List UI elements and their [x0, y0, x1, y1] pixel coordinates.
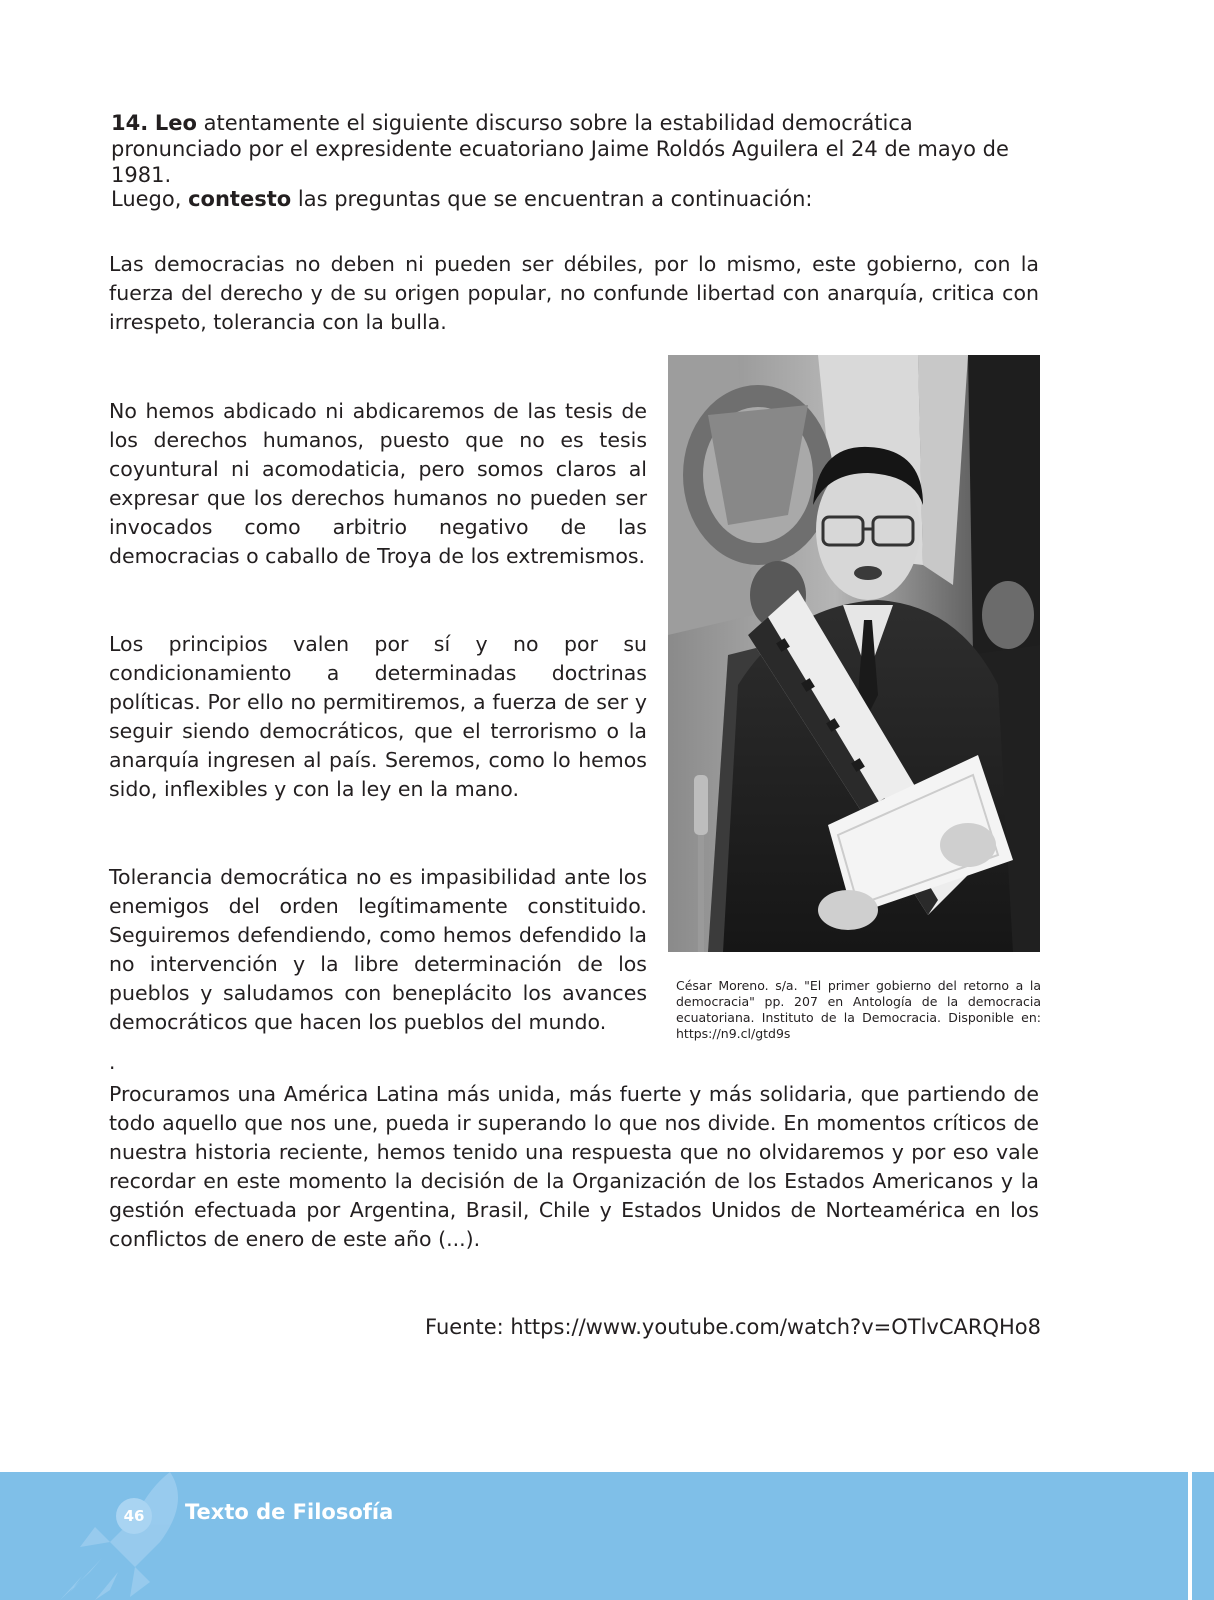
speech-paragraph-1: Las democracias no deben ni pueden ser débiles, por lo mismo, este gobierno, con la fuerza del derecho y de su origen popular, no confunde libertad con anarquía, critica con irrespeto, tolerancia con la bulla. — [109, 252, 1039, 334]
rocket-icon — [40, 1472, 190, 1600]
question-number: 14. — [111, 111, 149, 135]
followup-text: las preguntas que se encuentran a continuación: — [297, 187, 813, 211]
page-number: 46 — [116, 1498, 152, 1534]
question-instruction — [111, 110, 1041, 188]
source-citation: Fuente: https://www.youtube.com/watch?v=OTlvCARQHo8 — [425, 1315, 1041, 1339]
speech-paragraph-5: Procuramos una América Latina más unida, más fuerte y más solidaria, que partiendo de todo aquello que nos une, pueda ir superando lo que nos divide. En momentos críticos de nuestra historia reciente, hemos tenido una respuesta que no olvidaremos y por eso vale recordar en este momento la decisión de la Organización de los Estados Americanos y la gestión efectuada por Argentina, Brasil, Chile y Estados Unidos de Norteamérica en los conflictos de enero de este año (...). — [109, 1082, 1039, 1251]
followup-verb: contesto — [188, 187, 292, 211]
question-verb: Leo — [154, 111, 197, 135]
question-followup — [111, 186, 1041, 212]
speaker-photo — [668, 355, 1040, 952]
speech-paragraph-2: No hemos abdicado ni abdicaremos de las tesis de los derechos humanos, puesto que no es tesis coyuntural ni acomodaticia, pero somos claros al expresar que los derechos humanos no pueden ser invocados como arbitrio negativo de las democracias o caballo de Troya de los extremismos. — [109, 399, 647, 568]
speech-paragraph-4: Tolerancia democrática no es impasibilidad ante los enemigos del orden legítimamente constituido. Seguiremos defendiendo, como hemos defendido la no intervención y la libre determinación de los pueblos y saludamos con beneplácito los avances democráticos que hacen los pueblos del mundo. — [109, 865, 647, 1034]
speech-paragraph-3: Los principios valen por sí y no por su condicionamiento a determinadas doctrinas políticas. Por ello no permitiremos, a fuerza de ser y seguir siendo democráticos, que el terrorismo o la anarquía ingresen al país. Seremos, como lo hemos sido, inflexibles y con la ley en la mano. — [109, 632, 647, 801]
photo-caption: César Moreno. s/a. "El primer gobierno del retorno a la democracia" pp. 207 en Antología de la democracia ecuatoriana. Instituto de la Democracia. Disponible en: https://n9.cl/gtd9s — [676, 978, 1041, 1041]
footer-edge-line — [1188, 1472, 1192, 1600]
book-title: Texto de Filosofía — [185, 1500, 394, 1524]
followup-prefix: Luego, — [111, 187, 182, 211]
stray-mark: . — [109, 1050, 116, 1074]
question-text: atentamente el siguiente discurso sobre la estabilidad democrática pronunciado por el expresidente ecuatoriano Jaime Roldós Aguilera el 24 de mayo de 1981. — [111, 111, 1009, 187]
